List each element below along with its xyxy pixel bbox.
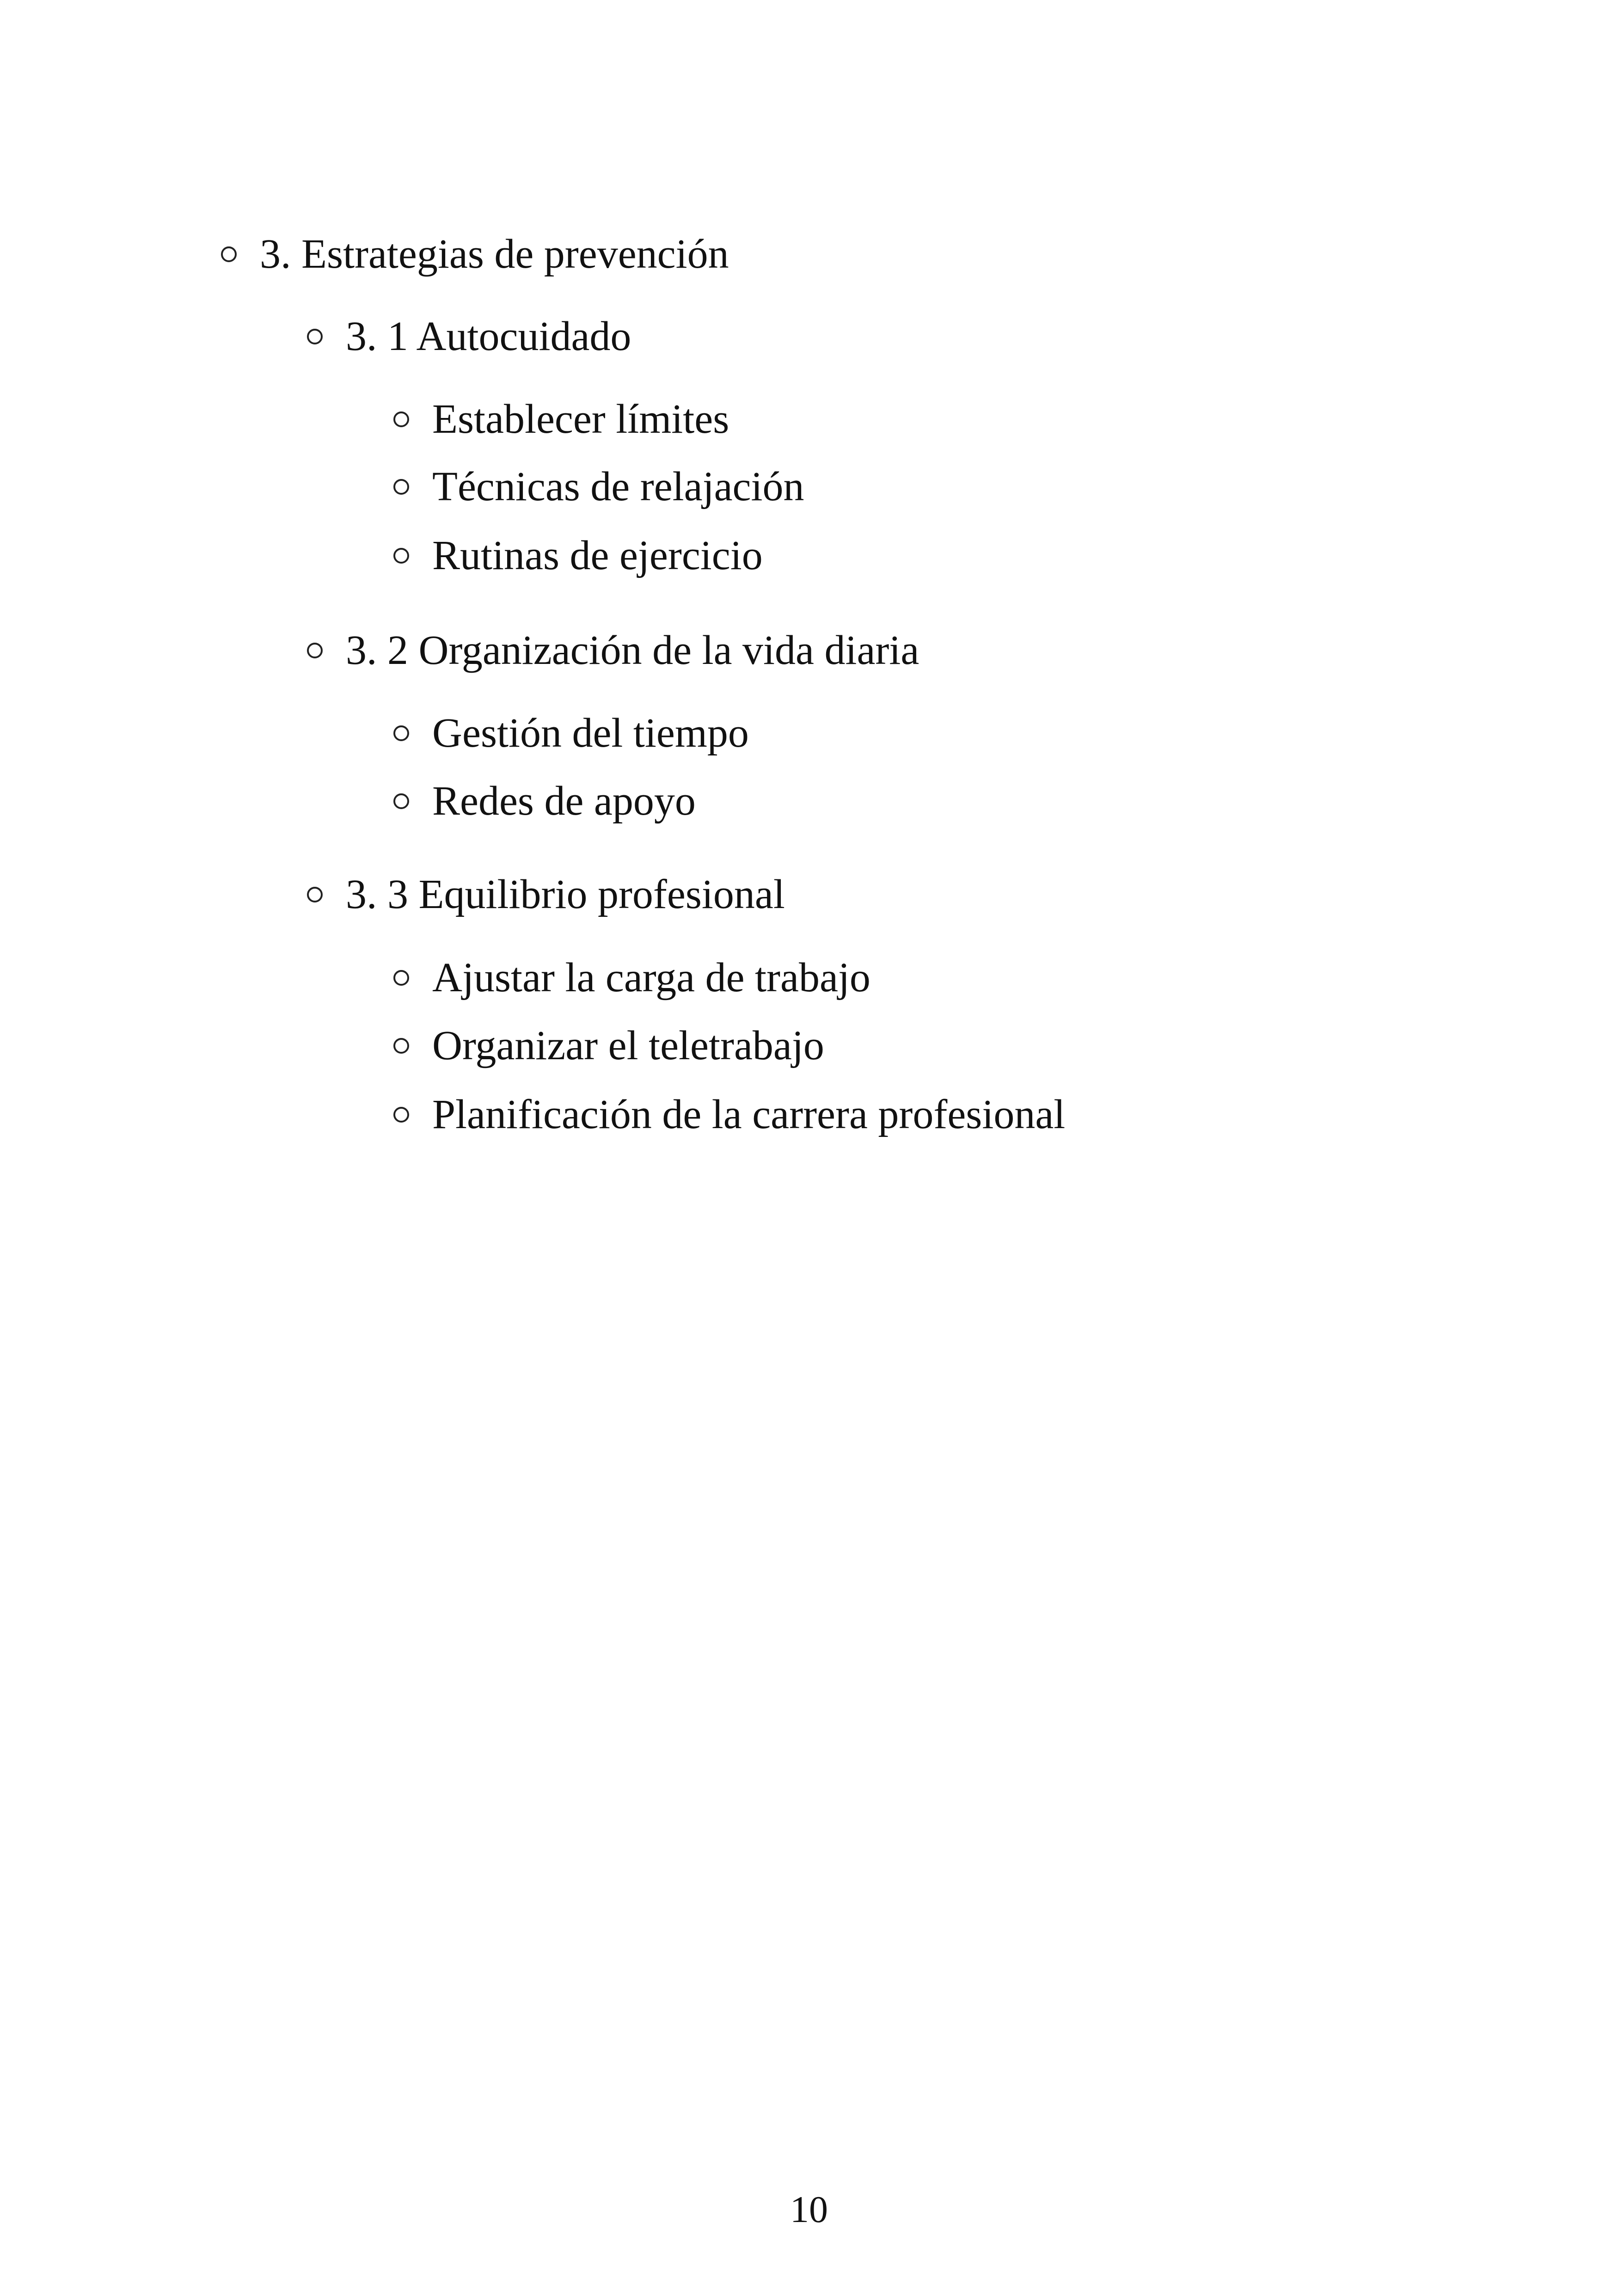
outline-item-workload [393,957,870,999]
outline-item-exercise [393,535,763,577]
outline-subheading: 3. 3 Equilibrio profesional [346,872,785,917]
circle-bullet-icon [393,1107,409,1123]
circle-bullet-icon [393,793,409,809]
outline-entry: Organizar el teletrabajo [432,1023,824,1068]
circle-bullet-icon [393,479,409,495]
outline-subheading: 3. 1 Autocuidado [346,313,631,359]
outline-entry: Planificación de la carrera profesional [432,1092,1066,1137]
circle-bullet-icon [307,329,323,344]
outline-entry: Rutinas de ejercicio [432,533,763,578]
outline-item-support-networks [393,780,696,822]
circle-bullet-icon [307,643,323,658]
outline-item-daily-organization [307,627,919,673]
outline-entry: Ajustar la carga de trabajo [432,955,870,1001]
outline-item-strategies [221,233,729,275]
outline-item-telework [393,1025,824,1067]
circle-bullet-icon [307,887,323,902]
outline-heading: 3. Estrategias de prevención [260,231,729,277]
circle-bullet-icon [393,725,409,741]
outline-entry: Técnicas de relajación [432,464,804,510]
outline-item-set-limits [393,396,729,442]
circle-bullet-icon [393,548,409,564]
circle-bullet-icon [221,246,237,262]
outline-subheading: 3. 2 Organización de la vida diaria [346,627,919,673]
outline-item-time-management [393,712,749,754]
circle-bullet-icon [393,970,409,986]
page-number: 10 [790,2188,828,2230]
outline-entry: Establecer límites [432,396,729,442]
outline-entry: Gestión del tiempo [432,710,749,756]
outline-entry: Redes de apoyo [432,778,696,824]
outline-item-career-planning [393,1094,1065,1136]
circle-bullet-icon [393,1038,409,1054]
outline-item-relaxation [393,466,804,508]
outline-item-professional-balance [307,874,785,915]
outline-item-self-care [307,313,631,359]
circle-bullet-icon [393,411,409,427]
